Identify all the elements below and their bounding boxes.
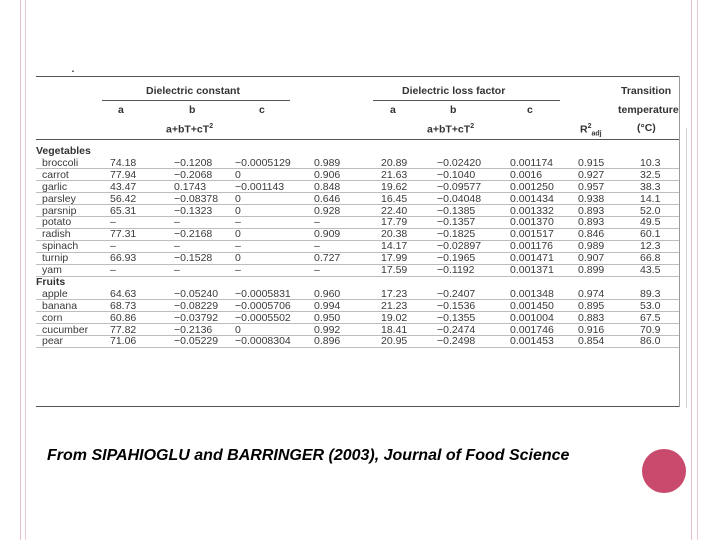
cell-transition-temp: 43.5 xyxy=(640,264,661,276)
cell-b-constant: −0.1528 xyxy=(174,252,213,265)
cell-b-constant: −0.2136 xyxy=(174,323,213,336)
cell-c-constant: 0 xyxy=(235,252,241,265)
cell-b-loss: −0.1355 xyxy=(437,311,476,324)
dielectric-constant-rule xyxy=(102,100,290,101)
cell-b-constant: −0.08229 xyxy=(174,299,219,312)
cell-a-loss: 20.38 xyxy=(381,228,408,241)
cell-transition-temp: 89.3 xyxy=(640,287,661,300)
cell-a-constant: 56.42 xyxy=(110,192,137,205)
header-transition: Transition xyxy=(621,85,672,97)
cell-r2-loss: 0.916 xyxy=(578,323,605,336)
cell-c-loss: 0.0016 xyxy=(510,168,543,181)
cell-a-loss: 20.89 xyxy=(381,156,408,169)
cell-r2-loss: 0.927 xyxy=(578,168,605,181)
row-name: potato xyxy=(42,216,72,229)
table-top-rule xyxy=(36,76,679,77)
cell-c-constant: 0 xyxy=(235,192,241,205)
cell-a-loss: 21.63 xyxy=(381,168,408,181)
cell-r2-constant: – xyxy=(314,264,320,276)
cell-b-constant: – xyxy=(174,240,180,253)
loss-factor-rule xyxy=(373,100,560,101)
cell-transition-temp: 12.3 xyxy=(640,240,661,253)
cell-transition-temp: 53.0 xyxy=(640,299,661,312)
cell-c-constant: 0 xyxy=(235,323,241,336)
cell-b-loss: −0.1965 xyxy=(437,252,476,265)
cell-a-constant: 68.73 xyxy=(110,299,137,312)
cell-transition-temp: 10.3 xyxy=(640,156,661,169)
cell-c-loss: 0.001434 xyxy=(510,192,554,205)
cell-r2-loss: 0.915 xyxy=(578,156,605,169)
cell-transition-temp: 66.8 xyxy=(640,252,661,265)
row-name: corn xyxy=(42,311,63,324)
header-temperature-unit: (°C) xyxy=(637,122,656,134)
cell-a-constant: 66.93 xyxy=(110,252,137,265)
cell-c-loss: 0.001332 xyxy=(510,204,554,217)
cell-c-constant: 0 xyxy=(235,228,241,241)
cell-c-constant: – xyxy=(235,216,241,229)
formula-exponent: 2 xyxy=(209,123,214,130)
cell-a-loss: 19.62 xyxy=(381,180,408,193)
cell-b-constant: −0.03792 xyxy=(174,311,219,324)
cell-b-constant: −0.05229 xyxy=(174,335,219,348)
row-name: radish xyxy=(42,228,71,241)
cell-c-loss: 0.001174 xyxy=(510,156,554,169)
cell-a-constant: 60.86 xyxy=(110,311,137,324)
cell-r2-constant: – xyxy=(314,240,320,253)
cell-a-constant: 74.18 xyxy=(110,156,137,169)
row-name: apple xyxy=(42,287,68,300)
cell-c-constant: – xyxy=(235,240,241,253)
cell-a-loss: 19.02 xyxy=(381,311,408,324)
header-temperature: temperature xyxy=(618,104,679,116)
cell-c-loss: 0.001371 xyxy=(510,264,554,276)
cell-r2-loss: 0.893 xyxy=(578,204,605,217)
header-dielectric-constant: Dielectric constant xyxy=(146,85,240,97)
decor-line-right xyxy=(691,0,692,540)
cell-a-constant: 71.06 xyxy=(110,335,137,348)
formula-base: a+bT+cT xyxy=(427,123,471,136)
cell-r2-loss: 0.846 xyxy=(578,228,605,241)
cell-a-constant: – xyxy=(110,240,116,253)
cell-b-loss: −0.1825 xyxy=(437,228,476,241)
cell-b-constant: – xyxy=(174,264,180,276)
cell-b-loss: −0.2498 xyxy=(437,335,476,348)
cell-b-loss: −0.1357 xyxy=(437,216,476,229)
caption: From SIPAHIOGLU and BARRINGER (2003), Journal of Food Science xyxy=(47,447,570,464)
cell-a-loss: 17.99 xyxy=(381,252,408,265)
decor-line-right-inner xyxy=(697,0,698,540)
cell-transition-temp: 67.5 xyxy=(640,311,661,324)
header-r2-adj xyxy=(580,121,602,141)
group-label: Vegetables xyxy=(36,145,91,157)
cell-b-loss: −0.1536 xyxy=(437,299,476,312)
cell-c-loss: 0.001517 xyxy=(510,228,554,241)
cell-c-constant: −0.0005706 xyxy=(235,299,291,312)
cell-c-loss: 0.001176 xyxy=(510,240,554,253)
cell-r2-constant: – xyxy=(314,216,320,229)
cell-transition-temp: 38.3 xyxy=(640,180,661,193)
cell-c-loss: 0.001450 xyxy=(510,299,554,312)
cell-b-constant: −0.1323 xyxy=(174,204,213,217)
cell-b-loss: −0.02420 xyxy=(437,156,482,169)
cell-b-loss: −0.1385 xyxy=(437,204,476,217)
table-right-border xyxy=(679,76,680,407)
cell-r2-constant: 0.989 xyxy=(314,156,341,169)
cell-c-loss: 0.001004 xyxy=(510,311,554,324)
cell-r2-loss: 0.854 xyxy=(578,335,605,348)
row-divider xyxy=(36,276,679,277)
row-name: garlic xyxy=(42,180,68,193)
cell-b-constant: 0.1743 xyxy=(174,180,207,193)
table-right-border-outer xyxy=(686,128,687,408)
cell-a-loss: 22.40 xyxy=(381,204,408,217)
cell-c-constant: −0.0005129 xyxy=(235,156,291,169)
stray-dot: . xyxy=(71,59,75,75)
cell-r2-loss: 0.957 xyxy=(578,180,605,193)
cell-a-loss: 18.41 xyxy=(381,323,408,336)
decor-line-left xyxy=(20,0,21,540)
cell-c-loss: 0.001453 xyxy=(510,335,554,348)
cell-b-constant: −0.08378 xyxy=(174,192,219,205)
cell-c-loss: 0.001370 xyxy=(510,216,554,229)
cell-c-constant: −0.0008304 xyxy=(235,335,291,348)
cell-r2-loss: 0.893 xyxy=(578,216,605,229)
cell-transition-temp: 86.0 xyxy=(640,335,661,348)
cell-a-constant: 64.63 xyxy=(110,287,137,300)
formula-exponent: 2 xyxy=(470,123,475,130)
cell-transition-temp: 52.0 xyxy=(640,204,661,217)
cell-r2-loss: 0.974 xyxy=(578,287,605,300)
cell-a-loss: 21.23 xyxy=(381,299,408,312)
cell-c-constant: – xyxy=(235,264,241,276)
cell-r2-loss: 0.907 xyxy=(578,252,605,265)
cell-b-loss: −0.1040 xyxy=(437,168,476,181)
cell-r2-constant: 0.896 xyxy=(314,335,341,348)
cell-b-constant: −0.05240 xyxy=(174,287,219,300)
row-name: yam xyxy=(42,264,62,276)
table-bottom-rule xyxy=(36,406,679,407)
header-formula-constant xyxy=(166,121,213,136)
cell-c-constant: −0.001143 xyxy=(235,180,285,193)
cell-r2-loss: 0.883 xyxy=(578,311,605,324)
cell-transition-temp: 60.1 xyxy=(640,228,661,241)
cell-b-loss: −0.09577 xyxy=(437,180,482,193)
row-name: parsley xyxy=(42,192,76,205)
cell-r2-constant: 0.646 xyxy=(314,192,341,205)
cell-c-constant: −0.0005831 xyxy=(235,287,291,300)
cell-r2-loss: 0.989 xyxy=(578,240,605,253)
cell-transition-temp: 49.5 xyxy=(640,216,661,229)
cell-a-constant: 77.82 xyxy=(110,323,137,336)
cell-c-loss: 0.001250 xyxy=(510,180,554,193)
cell-r2-loss: 0.938 xyxy=(578,192,605,205)
r2-sub: adj xyxy=(591,130,602,138)
header-dielectric-loss-factor: Dielectric loss factor xyxy=(402,85,506,97)
cell-b-constant: −0.2168 xyxy=(174,228,213,241)
row-name: broccoli xyxy=(42,156,79,169)
cell-r2-loss: 0.895 xyxy=(578,299,605,312)
cell-b-constant: −0.1208 xyxy=(174,156,213,169)
cell-a-loss: 14.17 xyxy=(381,240,408,253)
cell-a-constant: – xyxy=(110,216,116,229)
cell-a-constant: 77.31 xyxy=(110,228,137,241)
r2-base: R xyxy=(580,123,588,136)
cell-a-constant: 43.47 xyxy=(110,180,137,193)
cell-b-loss: −0.2407 xyxy=(437,287,476,300)
cell-transition-temp: 14.1 xyxy=(640,192,661,205)
row-name: pear xyxy=(42,335,64,348)
header-b-constant: b xyxy=(189,104,196,116)
cell-b-loss: −0.1192 xyxy=(437,264,475,276)
cell-r2-constant: 0.950 xyxy=(314,311,341,324)
cell-a-constant: 65.31 xyxy=(110,204,137,217)
cell-b-constant: – xyxy=(174,216,180,229)
cell-r2-constant: 0.909 xyxy=(314,228,341,241)
cell-c-constant: 0 xyxy=(235,204,241,217)
row-name: banana xyxy=(42,299,78,312)
cell-r2-constant: 0.727 xyxy=(314,252,341,265)
row-divider xyxy=(36,347,679,348)
decor-line-left-inner xyxy=(25,0,26,540)
cell-c-loss: 0.001746 xyxy=(510,323,554,336)
header-a-constant: a xyxy=(118,104,124,116)
accent-circle xyxy=(642,449,686,493)
cell-transition-temp: 70.9 xyxy=(640,323,661,336)
cell-c-loss: 0.001348 xyxy=(510,287,554,300)
cell-a-loss: 16.45 xyxy=(381,192,408,205)
row-name: turnip xyxy=(42,252,69,265)
header-b-loss: b xyxy=(450,104,457,116)
row-name: spinach xyxy=(42,240,79,253)
cell-c-constant: 0 xyxy=(235,168,241,181)
header-c-constant: c xyxy=(259,104,265,116)
cell-r2-constant: 0.928 xyxy=(314,204,341,217)
header-formula-loss xyxy=(427,121,474,136)
cell-r2-loss: 0.899 xyxy=(578,264,605,276)
cell-a-constant: 77.94 xyxy=(110,168,137,181)
cell-b-loss: −0.02897 xyxy=(437,240,482,253)
cell-a-loss: 17.59 xyxy=(381,264,408,276)
cell-b-loss: −0.2474 xyxy=(437,323,476,336)
cell-c-loss: 0.001471 xyxy=(510,252,554,265)
cell-transition-temp: 32.5 xyxy=(640,168,661,181)
cell-r2-constant: 0.848 xyxy=(314,180,341,193)
cell-b-loss: −0.04048 xyxy=(437,192,482,205)
row-name: carrot xyxy=(42,168,69,181)
group-label: Fruits xyxy=(36,275,66,288)
cell-r2-constant: 0.906 xyxy=(314,168,341,181)
cell-r2-constant: 0.992 xyxy=(314,323,341,336)
r2-sup: 2 xyxy=(587,123,592,130)
cell-a-loss: 17.23 xyxy=(381,287,408,300)
cell-r2-constant: 0.960 xyxy=(314,287,341,300)
cell-c-constant: −0.0005502 xyxy=(235,311,291,324)
cell-a-constant: – xyxy=(110,264,116,276)
cell-r2-constant: 0.994 xyxy=(314,299,341,312)
formula-base: a+bT+cT xyxy=(166,123,210,136)
cell-a-loss: 20.95 xyxy=(381,335,408,348)
row-name: parsnip xyxy=(42,204,77,217)
cell-b-constant: −0.2068 xyxy=(174,168,213,181)
cell-a-loss: 17.79 xyxy=(381,216,408,229)
header-a-loss: a xyxy=(390,104,396,116)
header-c-loss: c xyxy=(527,104,533,116)
row-name: cucumber xyxy=(42,323,89,336)
